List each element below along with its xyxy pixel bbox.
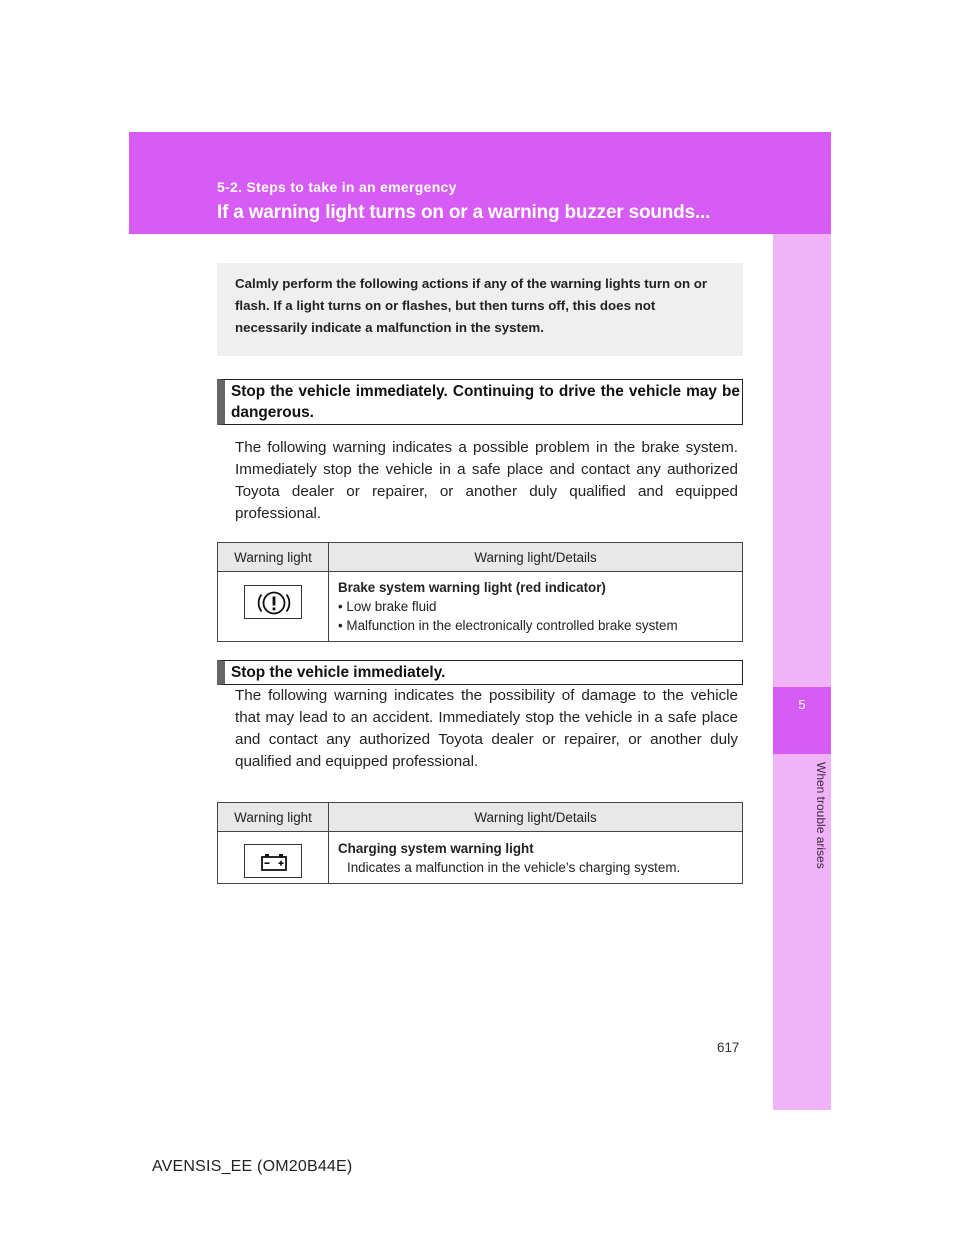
section-heading-stop-dangerous: Stop the vehicle immediately. Continuing to drive the vehicle may be dangerous. [217, 379, 743, 425]
warning-title: Charging system warning light [338, 841, 534, 856]
intro-text: Calmly perform the following actions if any of the warning lights turn on or flash. If a light turns on or flashes, but then turns off, this does not necessarily indicate a malfunction in the system. [235, 276, 708, 335]
warning-table-charging [217, 802, 743, 884]
warning-detail-cell [329, 572, 743, 642]
header-band [129, 132, 831, 234]
table-header-warning-light: Warning light [218, 803, 329, 832]
page-number: 617 [717, 1040, 740, 1055]
warning-detail-cell [329, 832, 743, 884]
section-body-charging: The following warning indicates the possibility of damage to the vehicle that may lead to an accident. Immediately stop the vehicle in a safe place and contact any authorized Toyota dealer or repairer, or another duly qualified and equipped professional. [235, 687, 738, 770]
warning-light-cell [218, 572, 329, 642]
chapter-number: 5 [798, 697, 806, 712]
intro-box [217, 263, 743, 356]
chapter-number-box [773, 687, 831, 754]
table-header-row [218, 543, 743, 572]
document-code: AVENSIS_EE (OM20B44E) [152, 1158, 353, 1175]
warning-light-cell [218, 832, 329, 884]
chapter-title: When trouble arises [814, 762, 828, 869]
warning-detail-line: • Malfunction in the electronically controlled brake system [338, 618, 678, 633]
page-title: If a warning light turns on or a warning buzzer sounds... [217, 202, 711, 223]
battery-charging-icon [244, 844, 302, 878]
warning-detail-line: • Low brake fluid [338, 599, 437, 614]
warning-detail-line: Indicates a malfunction in the vehicle’s charging system. [347, 860, 681, 875]
table-header-details: Warning light/Details [329, 803, 743, 832]
table-header-details: Warning light/Details [329, 543, 743, 572]
table-row [218, 572, 743, 642]
warning-title: Brake system warning light (red indicator) [338, 580, 606, 595]
section-heading-stop: Stop the vehicle immediately. [217, 660, 743, 685]
table-header-warning-light: Warning light [218, 543, 329, 572]
section-body-brake: The following warning indicates a possible problem in the brake system. Immediately stop the vehicle in a safe place and contact any authorized Toyota dealer or repairer, or another duly qualified and equipped professional. [235, 439, 738, 522]
table-header-row [218, 803, 743, 832]
chapter-side-tab[interactable] [773, 234, 831, 1110]
section-label: 5-2. Steps to take in an emergency [217, 179, 457, 195]
table-row [218, 832, 743, 884]
warning-table-brake [217, 542, 743, 642]
brake-warning-icon [244, 585, 302, 619]
